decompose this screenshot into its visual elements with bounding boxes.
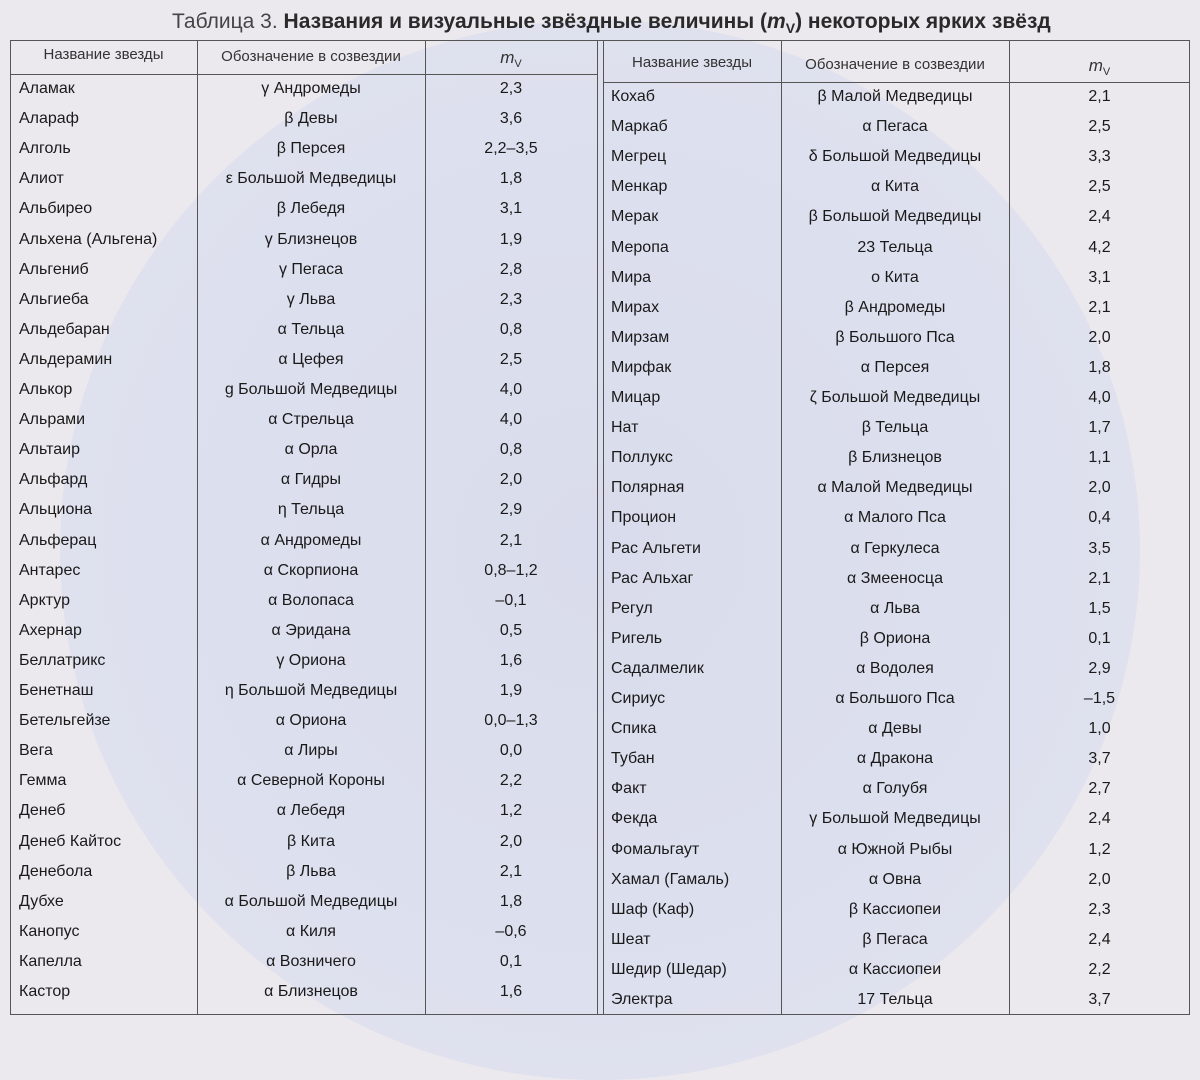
star-name: Антарес [19, 561, 81, 579]
star-name: Процион [611, 509, 677, 527]
star-designation: α Персея [860, 358, 930, 376]
star-magnitude: 3,3 [1088, 148, 1111, 166]
star-designation: α Южной Рыбы [837, 840, 953, 858]
star-designation: α Малой Медведицы [817, 479, 973, 497]
center-divider-a [603, 40, 604, 1015]
star-designation: α Пегаса [862, 118, 928, 136]
star-designation: β Тельца [861, 419, 929, 437]
left-header-mag-m: m [500, 48, 515, 67]
star-name: Шеат [611, 930, 651, 948]
star-magnitude: 3,6 [499, 110, 523, 128]
star-designation: ζ Большой Медведицы [809, 389, 981, 406]
caption-title [283, 10, 1051, 37]
left-header-mag [425, 48, 597, 70]
star-magnitude: 2,4 [1088, 208, 1111, 226]
star-magnitude: 1,9 [499, 230, 523, 248]
star-magnitude: 2,9 [499, 501, 523, 519]
right-header-mag-m: m [1088, 56, 1103, 75]
star-designation: α Скорпиона [263, 561, 359, 579]
star-magnitude: 2,2–3,5 [484, 140, 538, 158]
star-name: Мирзам [611, 328, 670, 346]
star-name: Вега [19, 742, 53, 760]
star-magnitude: 4,0 [499, 411, 523, 429]
star-designation: g Большой Медведицы [224, 381, 398, 398]
star-magnitude: 2,0 [1088, 328, 1111, 346]
right-header-designation: Обозначение в созвездии [805, 56, 985, 73]
star-name: Мерак [611, 208, 659, 226]
star-magnitude: 2,4 [1088, 810, 1111, 828]
star-designation: α Кита [871, 178, 919, 196]
star-designation: β Ориона [859, 629, 931, 647]
star-magnitude: 3,7 [1088, 991, 1111, 1008]
caption-title-m: m [767, 10, 786, 33]
star-name: Беллатрикс [19, 651, 106, 669]
center-divider-b [597, 40, 598, 1015]
star-name: Полярная [611, 479, 685, 497]
star-name: Альхена (Альгена) [19, 230, 158, 248]
star-name: Арктур [19, 591, 70, 609]
star-magnitude: 2,3 [499, 290, 523, 308]
star-name: Альдерамин [19, 350, 113, 368]
caption-title-before: Названия и визуальные звёздные величины ( [283, 10, 768, 33]
star-magnitude: 2,8 [499, 260, 523, 278]
star-magnitude: 3,1 [499, 200, 523, 218]
star-name: Алараф [19, 110, 79, 128]
star-designation: α Геркулеса [850, 539, 940, 557]
star-magnitude: 1,1 [1088, 449, 1111, 467]
star-magnitude: 2,1 [499, 862, 523, 880]
star-name: Шаф (Каф) [611, 900, 695, 918]
star-designation: 23 Тельца [857, 238, 933, 256]
star-designation: β Пегаса [862, 930, 928, 948]
star-designation: α Лебедя [276, 802, 346, 820]
star-name: Алголь [19, 140, 71, 158]
star-magnitude: 3,5 [1088, 539, 1111, 557]
star-designation: α Орла [284, 441, 338, 459]
star-designation: α Возничего [266, 952, 356, 970]
star-magnitude: –0,6 [495, 922, 527, 940]
star-designation: γ Пегаса [278, 260, 344, 278]
star-designation: β Андромеды [844, 298, 946, 316]
left-header-mag-sub: V [514, 58, 522, 70]
right-header-name: Название звезды [632, 54, 752, 71]
star-magnitude: 2,1 [499, 531, 523, 549]
star-name: Мегрец [611, 148, 667, 166]
star-name: Альтаир [19, 441, 80, 459]
star-magnitude: 2,0 [499, 832, 523, 850]
star-name: Хамал (Гамаль) [611, 870, 730, 888]
star-name: Спика [611, 720, 657, 738]
star-name: Ахернар [19, 621, 82, 639]
star-magnitude: 1,8 [1088, 358, 1111, 376]
star-name: Альбирео [19, 200, 93, 218]
star-name: Альциона [19, 501, 93, 519]
star-name: Мирфак [611, 358, 672, 376]
star-name: Факт [611, 780, 647, 798]
star-name: Денеб Кайтос [19, 832, 122, 850]
star-magnitude: 1,2 [499, 802, 523, 820]
star-designation: γ Большой Медведицы [809, 810, 981, 828]
star-designation: α Гидры [280, 471, 342, 489]
star-magnitude: 1,6 [499, 983, 523, 1000]
star-name: Альфард [19, 471, 88, 489]
star-designation: α Льва [870, 599, 920, 617]
star-name: Фомальгаут [611, 840, 700, 858]
star-magnitude: 2,0 [1088, 479, 1111, 497]
star-magnitude: 1,0 [1088, 720, 1111, 738]
star-magnitude: 4,0 [499, 381, 523, 398]
star-name: Альгиеба [19, 290, 89, 308]
star-designation: δ Большой Медведицы [808, 148, 982, 166]
star-magnitude: 0,8 [499, 320, 523, 338]
star-magnitude: 1,6 [499, 651, 523, 669]
star-magnitude: 2,1 [1088, 88, 1111, 105]
star-designation: α Водолея [856, 659, 934, 677]
star-designation: α Кассиопеи [848, 960, 942, 978]
star-name: Капелла [19, 952, 82, 970]
star-magnitude: 1,9 [499, 682, 523, 699]
star-magnitude: 2,4 [1088, 930, 1111, 948]
star-name: Сириус [611, 690, 666, 707]
star-magnitude: 0,4 [1088, 509, 1111, 527]
star-magnitude: 0,8–1,2 [484, 561, 538, 579]
star-name: Альферац [19, 531, 97, 549]
star-magnitude: 0,1 [499, 952, 523, 970]
right-header-mag-sub: V [1102, 66, 1111, 78]
star-designation: α Андромеды [260, 531, 362, 549]
star-name: Кастор [19, 983, 71, 1000]
star-name: Поллукс [611, 449, 673, 467]
star-name: Рас Альхаг [611, 569, 694, 587]
star-designation: β Большого Пса [835, 328, 955, 346]
star-designation: β Кассиопеи [848, 900, 942, 918]
star-name: Рас Альгети [611, 539, 701, 557]
star-designation: α Малого Пса [844, 509, 946, 527]
left-header-designation: Обозначение в созвездии [221, 48, 401, 65]
star-magnitude: 2,5 [1088, 178, 1111, 196]
star-magnitude: 2,0 [1088, 870, 1111, 888]
star-designation: ο Кита [871, 268, 919, 286]
star-magnitude: 1,2 [1088, 840, 1111, 858]
star-name: Ригель [611, 629, 663, 647]
star-designation: α Волопаса [268, 591, 354, 609]
star-name: Алиот [19, 170, 64, 188]
star-magnitude: 3,7 [1088, 750, 1111, 768]
star-name: Канопус [19, 922, 80, 940]
star-designation: γ Ориона [276, 651, 346, 669]
star-magnitude: 2,3 [499, 80, 523, 97]
table-caption [172, 10, 1051, 36]
star-designation: α Стрельца [268, 411, 354, 429]
star-magnitude: 0,8 [499, 441, 523, 459]
star-magnitude: 2,5 [1088, 118, 1111, 136]
star-designation: β Близнецов [848, 449, 942, 467]
star-name: Денебола [19, 862, 93, 880]
star-designation: α Змееносца [847, 569, 943, 587]
star-name: Кохаб [611, 88, 655, 105]
star-designation: η Тельца [277, 501, 345, 519]
star-name: Меропа [611, 238, 669, 256]
star-designation: 17 Тельца [857, 991, 933, 1008]
star-magnitude: 2,7 [1088, 780, 1111, 798]
star-designation: α Киля [286, 922, 336, 940]
star-magnitude: 1,5 [1088, 599, 1111, 617]
star-designation: β Девы [284, 110, 338, 128]
star-name: Альдебаран [19, 320, 110, 338]
star-designation: α Дракона [856, 750, 934, 768]
star-designation: α Большого Пса [835, 690, 955, 707]
star-magnitude: 2,1 [1088, 569, 1111, 587]
star-name: Бетельгейзе [19, 712, 111, 730]
star-designation: α Близнецов [264, 983, 358, 1000]
star-name: Садалмелик [611, 659, 704, 677]
star-designation: α Лиры [284, 742, 338, 760]
star-magnitude: 0,0 [499, 742, 523, 760]
star-magnitude: 2,5 [499, 350, 523, 368]
star-designation: α Ориона [275, 712, 347, 730]
star-magnitude: 1,8 [499, 170, 523, 188]
caption-title-sub: V [785, 20, 796, 37]
right-header-mag [1009, 56, 1190, 78]
star-designation: α Голубя [862, 780, 928, 798]
star-designation: α Эридана [271, 621, 351, 639]
star-designation: α Большой Медведицы [224, 892, 398, 910]
star-designation: β Малой Медведицы [817, 88, 973, 105]
star-name: Фекда [611, 810, 658, 828]
star-magnitude: 4,0 [1088, 389, 1111, 406]
star-magnitude: 2,2 [499, 772, 523, 790]
star-magnitude: 0,5 [499, 621, 523, 639]
star-designation: α Северной Короны [237, 772, 385, 790]
star-designation: η Большой Медведицы [224, 682, 398, 699]
star-magnitude: 0,1 [1088, 629, 1111, 647]
star-name: Мирах [611, 298, 660, 316]
star-name: Альгениб [19, 260, 89, 278]
star-magnitude: 2,9 [1088, 659, 1111, 677]
star-name: Тубан [611, 750, 655, 768]
star-name: Маркаб [611, 118, 668, 136]
star-designation: α Тельца [277, 320, 345, 338]
star-name: Альрами [19, 411, 86, 429]
star-magnitude: –0,1 [495, 591, 527, 609]
star-name: Аламак [19, 80, 75, 97]
caption-title-after: ) некоторых ярких звёзд [795, 10, 1051, 33]
caption-number: Таблица 3. [172, 10, 278, 33]
star-magnitude: 1,7 [1088, 419, 1111, 437]
star-designation: γ Андромеды [261, 80, 361, 97]
star-magnitude: 0,0–1,3 [484, 712, 538, 730]
star-name: Мира [611, 268, 652, 286]
star-name: Шедир (Шедар) [611, 960, 727, 978]
star-designation: α Цефея [278, 350, 344, 368]
star-designation: β Лебедя [276, 200, 346, 218]
star-designation: β Большой Медведицы [808, 208, 982, 226]
star-designation: β Льва [286, 862, 336, 880]
star-name: Нат [611, 419, 639, 437]
left-header-name: Название звезды [43, 46, 164, 63]
star-name: Гемма [19, 772, 67, 790]
star-name: Электра [611, 991, 673, 1008]
star-name: Дубхе [19, 892, 64, 910]
star-magnitude: 1,8 [499, 892, 523, 910]
star-name: Бенетнаш [19, 682, 94, 699]
star-designation: β Кита [287, 832, 335, 850]
star-magnitude: 4,2 [1088, 238, 1111, 256]
star-name: Алькор [19, 381, 73, 398]
star-designation: ε Большой Медведицы [225, 170, 397, 188]
star-designation: α Овна [868, 870, 922, 888]
star-name: Мицар [611, 389, 661, 406]
star-designation: γ Близнецов [264, 230, 358, 248]
star-magnitude: 2,1 [1088, 298, 1111, 316]
star-name: Денеб [19, 802, 66, 820]
star-designation: β Персея [276, 140, 346, 158]
star-magnitude: –1,5 [1083, 690, 1116, 707]
star-magnitude: 3,1 [1088, 268, 1111, 286]
star-designation: γ Льва [286, 290, 336, 308]
star-magnitude: 2,2 [1088, 960, 1111, 978]
star-name: Менкар [611, 178, 668, 196]
star-designation: α Девы [868, 720, 922, 738]
star-magnitude: 2,0 [499, 471, 523, 489]
star-name: Регул [611, 599, 653, 617]
star-magnitude: 2,3 [1088, 900, 1111, 918]
